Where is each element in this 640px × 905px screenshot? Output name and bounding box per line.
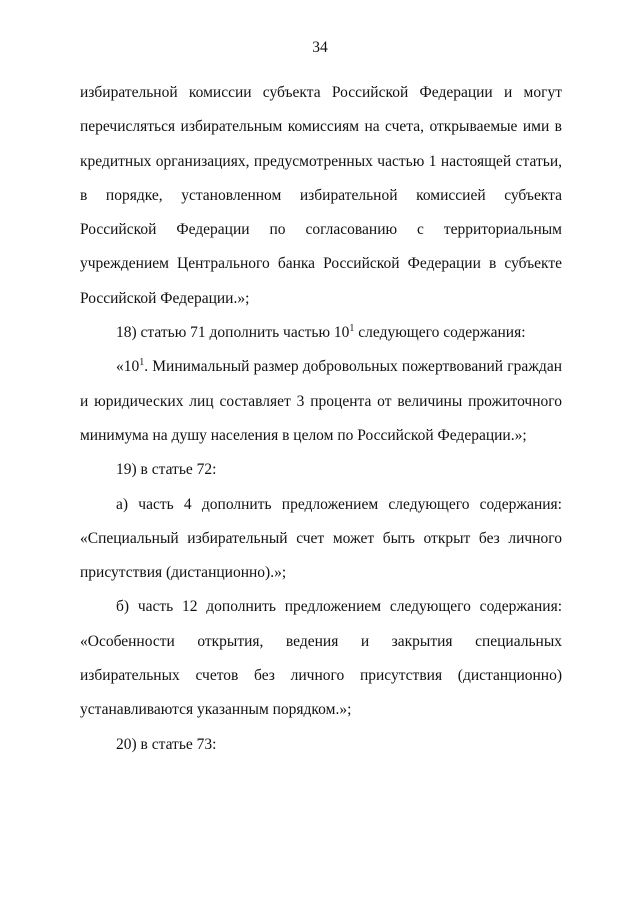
part-10-1-superscript: 1 bbox=[139, 357, 145, 369]
paragraph-subitem-a: а) часть 4 дополнить предложением следующего содержания: «Специальный избирательный счет может быть открыт без личного присутствия (дистанционно).»; bbox=[80, 495, 562, 582]
document-body bbox=[80, 76, 562, 762]
item-18-superscript: 1 bbox=[349, 323, 355, 335]
page-number: 34 bbox=[312, 39, 328, 56]
paragraph-subitem-b: б) часть 12 дополнить предложением следующего содержания: «Особенности открытия, ведения и закрытия специальных избирательных счетов без личного присутствия (дистанционно) устанавливаются указанным порядком.»; bbox=[80, 598, 562, 719]
paragraph-item-20: 20) в статье 73: bbox=[116, 735, 217, 753]
item-18-text: 18) статью 71 дополнить частью 10 bbox=[116, 324, 350, 342]
part-10-1-text: . Минимальный размер добровольных пожертвований граждан и юридических лиц составляет 3 процента от величины прожиточного минимума на душу населения в целом по Российской Федерации.»; bbox=[80, 358, 562, 444]
item-18-text-end: следующего содержания: bbox=[354, 324, 526, 342]
paragraph-item-19: 19) в статье 72: bbox=[116, 461, 217, 479]
paragraph-part-10-1 bbox=[80, 350, 562, 453]
paragraph-item-18 bbox=[80, 316, 562, 350]
part-10-1-number: «10 bbox=[116, 358, 140, 376]
paragraph-continuation: избирательной комиссии субъекта Российской Федерации и могут перечисляться избирательным комиссиям на счета, открываемые ими в кредитных организациях, предусмотренных частью 1 настоящей статьи, в порядке, установленном избирательной комиссией субъекта Российской Федерации по согласованию с территориальным учреждением Центрального банка Российской Федерации в субъекте Российской Федерации.»; bbox=[80, 84, 562, 307]
